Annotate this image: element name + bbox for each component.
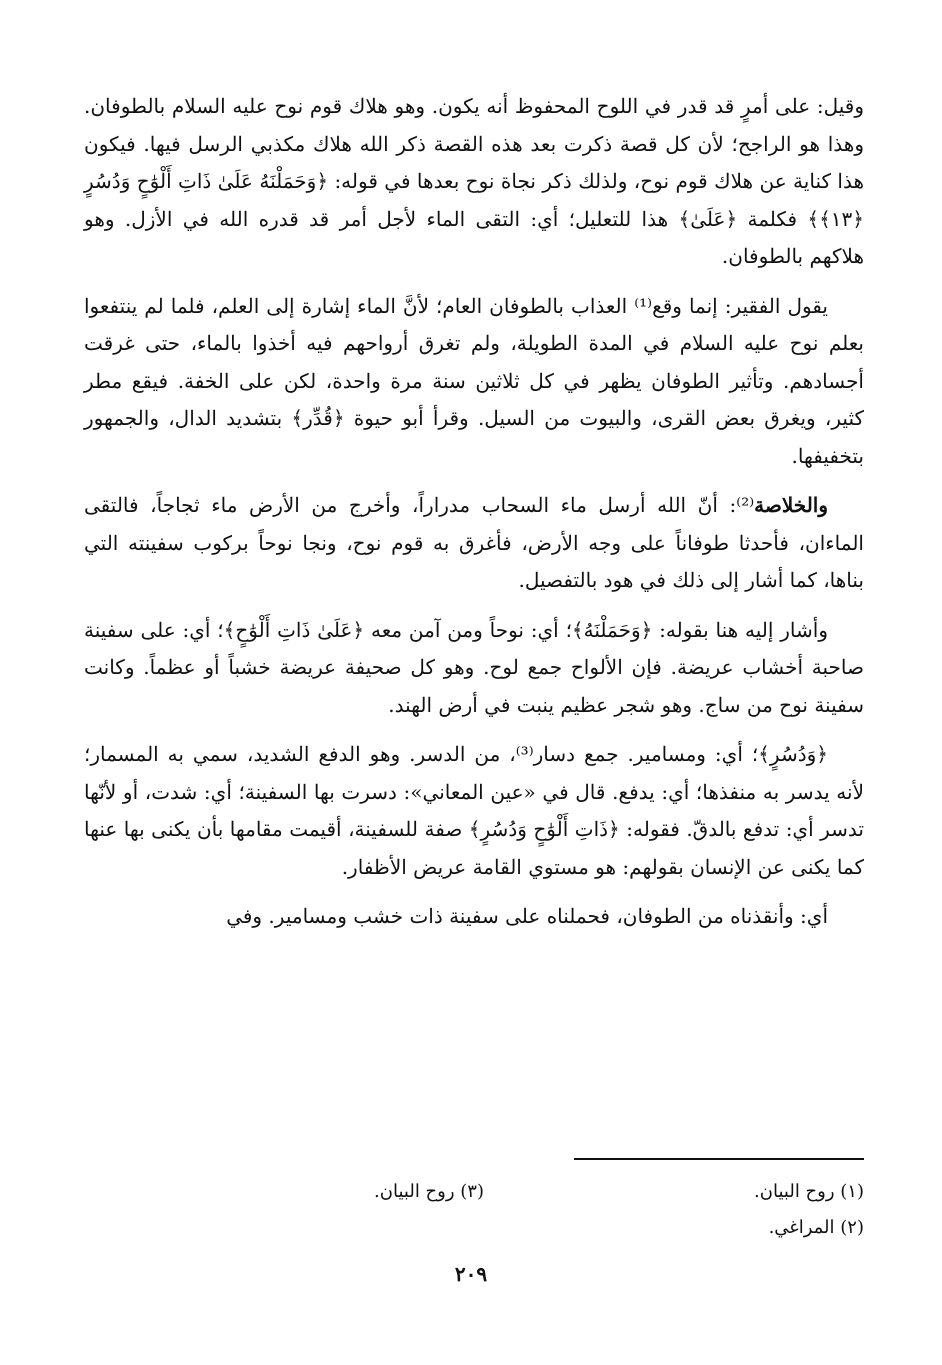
paragraph-3	[84, 487, 864, 600]
summary-colon: :	[717, 493, 737, 517]
footnote-separator	[574, 1158, 864, 1160]
paragraph-6: أي: وأنقذناه من الطوفان، فحملناه على سفينة ذات خشب ومسامير. وفي	[226, 904, 828, 928]
paragraph-3-text: أنّ الله أرسل ماء السحاب مدراراً، وأخرج من الأرض ماء ثجاجاً، فالتقى الماءان، فأحدثا طوفاناً على وجه الأرض، فأغرق به قوم نوح، ونجا نوحاً بركوب سفينته التي بناها، كما أشار إلى ذلك في هود بالتفصيل.	[84, 493, 864, 592]
footnotes	[84, 1174, 864, 1246]
footnote-2: (٢) المراغي.	[768, 1217, 864, 1238]
paragraph-4: وأشار إليه هنا بقوله: ﴿وَحَمَلْنَهُ﴾؛ أي: نوحاً ومن آمن معه ﴿عَلَىٰ ذَاتِ أَلْوَٰحٍ﴾؛ أي: على سفينة صاحبة أخشاب عريضة. فإن الألواح جمع لوح. وهو كل صحيفة عريضة خشباً أو عظماً. وكانت سفينة نوح من ساج. وهو شجر عظيم ينبت في أرض الهند.	[84, 617, 864, 717]
summary-heading: والخلاصة	[754, 493, 828, 517]
paragraph-2: يقول الفقير: إنما وقع⁽¹⁾ العذاب بالطوفان العام؛ لأنَّ الماء إشارة إلى العلم، فلما لم ينتفعوا بعلم نوح عليه السلام في المدة الطويلة، ولم تغرق أرواحهم فيه أخذوا بالماء، حتى غرقت أجسادهم. وتأثير الطوفان يظهر في كل ثلاثين سنة مرة واحدة، لكن على الخفة. فيقع مطر كثير، ويغرق بعض القرى، والبيوت من السيل. وقرأ أبو حيوة ﴿قُدِّر﴾ بتشديد الدال، والجمهور بتخفيفها.	[84, 293, 864, 468]
footnote-row	[84, 1210, 864, 1246]
paragraph-5: ﴿وَدُسُرٍ﴾؛ أي: ومسامير. جمع دسار⁽³⁾، من الدسر. وهو الدفع الشديد، سمي به المسمار؛ لأنه يدسر به منفذها؛ أي: يدفع. قال في «عين المعاني»: دسرت بها السفينة؛ أي: شدت، أو لأنّها تدسر أي: تدفع بالدقّ. فقوله: ﴿ذَاتِ أَلْوَٰحٍ وَدُسُرٍ﴾ صفة للسفينة، أقيمت مقامها بأن يكنى بها عنها كما يكنى عن الإنسان بقولهم: هو مستوي القامة عريض الأظفار.	[84, 742, 864, 879]
footnote-1: (١) روح البيان.	[754, 1181, 864, 1202]
footnote-row	[84, 1174, 864, 1210]
footnote-marker-2: ⁽²⁾	[736, 493, 755, 517]
body-text	[84, 88, 864, 948]
footnote-3: (٣) روح البيان.	[374, 1181, 484, 1202]
paragraph-1: وقيل: على أمرٍ قد قدر في اللوح المحفوظ أنه يكون. وهو هلاك قوم نوح عليه السلام بالطوفان. وهذا هو الراجح؛ لأن كل قصة ذكرت بعد هذه القصة ذكر الله هلاك مكذبي الرسل فيها. فيكون هذا كناية عن هلاك قوم نوح، ولذلك ذكر نجاة نوح بعدها في قوله: ﴿وَحَمَلْنَهُ عَلَىٰ ذَاتِ أَلْوَٰحٍ وَدُسُرٍ ﴿١٣﴾﴾ فكلمة ﴿عَلَىٰ﴾ هذا للتعليل؛ أي: التقى الماء لأجل أمر قد قدره الله في الأزل. وهو هلاكهم بالطوفان.	[84, 94, 864, 268]
page-number: ٢٠٩	[454, 1262, 488, 1286]
